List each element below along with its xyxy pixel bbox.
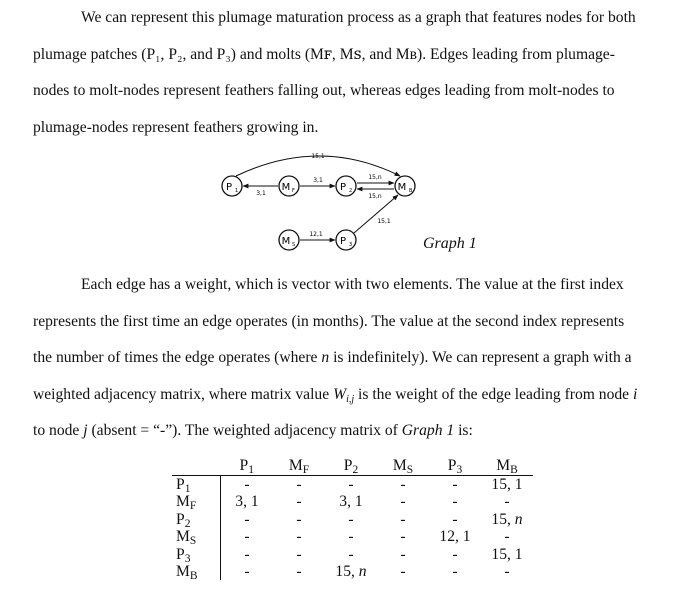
row-letter: P [176, 476, 185, 493]
matrix-cell: - [400, 493, 406, 511]
matrix-body [172, 476, 533, 581]
node-p3-letter: P [339, 236, 347, 247]
node-p2 [336, 176, 356, 196]
node-p2-letter: P [339, 182, 347, 193]
node-mf [279, 176, 299, 196]
node-p3 [336, 230, 356, 250]
node-mb-letter: M [397, 182, 407, 193]
matrix-corner [172, 456, 221, 476]
matrix-cell: - [452, 476, 458, 493]
matrix-cell: - [452, 545, 458, 563]
weights-line-1: Each edge has a weight, which is vector with two elements. The value at the first index [81, 276, 624, 293]
matrix-cell: - [504, 563, 510, 581]
matrix-cell: 3, 1 [235, 493, 259, 511]
matrix-cell: - [400, 563, 406, 581]
label-mf-p2: 3,1 [313, 177, 323, 184]
text: (absent = “-”). The weighted adjacency matrix of [87, 422, 402, 440]
matrix-cell: - [452, 510, 458, 528]
plumage-graph [210, 146, 440, 256]
italic-n: n [514, 510, 523, 528]
label-p3-mb: 15,1 [377, 218, 391, 225]
matrix-cell: 12, 1 [439, 528, 471, 546]
italic-n: n [321, 349, 330, 367]
matrix-col-header [221, 456, 274, 476]
matrix-row-header [172, 563, 221, 583]
matrix-cell: 3, 1 [339, 493, 363, 511]
matrix-row [172, 493, 533, 510]
row-letter: M [176, 493, 190, 511]
label-p2-mb: 15,n [368, 174, 382, 181]
row-sub: F [189, 500, 197, 513]
matrix-cell: 15, 1 [491, 545, 523, 563]
matrix-row-header [172, 493, 221, 513]
matrix-cell: - [244, 510, 250, 528]
matrix-cell: 15, n [335, 563, 367, 581]
matrix-row [172, 528, 533, 545]
intro-line-4: plumage-nodes represent feathers growing in. [33, 118, 319, 136]
matrix-cell: - [452, 493, 458, 511]
row-sub: 3 [184, 552, 191, 565]
label-ms-p3: 12,1 [309, 231, 323, 238]
weights-line-5 [33, 413, 655, 450]
node-mb [395, 176, 415, 196]
row-letter: M [176, 528, 190, 546]
matrix-cell: - [348, 510, 354, 528]
col-letter: P [239, 456, 249, 474]
italic-w: W [333, 385, 347, 403]
italic-i: i [633, 385, 638, 403]
matrix-cell: - [400, 545, 406, 563]
edge-p3-mb [354, 195, 398, 233]
row-sub: S [189, 535, 197, 548]
matrix-row-header [172, 528, 221, 548]
matrix-cell: - [452, 563, 458, 581]
label-p1-mb: 15,1 [311, 153, 325, 160]
subscript-ij: i,j [346, 393, 355, 405]
matrix-row-header [172, 511, 221, 528]
matrix-cell: - [400, 476, 406, 493]
matrix-col-header [273, 456, 325, 476]
text: to node [33, 422, 84, 440]
col-letter: M [288, 456, 303, 474]
row-sub: B [189, 570, 198, 583]
matrix-col-header [481, 456, 533, 476]
col-letter: P [343, 456, 353, 474]
row-letter: P [176, 510, 185, 528]
matrix-cell: - [296, 563, 302, 581]
col-sub: 1 [248, 463, 254, 476]
italic-n: n [358, 563, 367, 581]
weights-paragraph [33, 267, 655, 450]
row-letter: M [176, 563, 190, 581]
matrix-row [172, 511, 533, 528]
col-letter: M [496, 456, 511, 474]
row-sub: 2 [184, 517, 191, 530]
text: is the weight of the edge leading from node [354, 385, 634, 403]
node-ms [279, 230, 299, 250]
node-mb-sub: B [409, 188, 413, 194]
italic-graph-ref: Graph 1 [401, 422, 455, 440]
node-mf-sub: F [292, 188, 295, 194]
matrix-cell: - [400, 510, 406, 528]
graph-caption: Graph 1 [423, 235, 477, 252]
node-mf-letter: M [281, 182, 291, 193]
weights-line-4 [33, 377, 655, 414]
matrix-cell: - [244, 528, 250, 546]
matrix-cell: - [400, 528, 406, 546]
matrix-cell: - [348, 528, 354, 546]
col-letter: M [392, 456, 407, 474]
col-sub: S [406, 463, 414, 476]
node-p3-sub: 3 [349, 242, 353, 248]
matrix-row [172, 546, 533, 563]
matrix-cell: 15, n [491, 510, 523, 528]
col-sub: F [302, 463, 310, 476]
node-p1-sub: 1 [235, 188, 239, 194]
matrix-cell: - [504, 528, 510, 546]
node-ms-sub: S [292, 242, 296, 248]
matrix-cell: - [296, 545, 302, 563]
matrix-col-header [377, 456, 429, 476]
matrix-cell: - [296, 493, 302, 511]
intro-line-3: nodes to molt-nodes represent feathers falling out, whereas edges leading from molt-nodes to [33, 82, 615, 100]
node-p2-sub: 2 [349, 188, 353, 194]
intro-paragraph [33, 0, 655, 146]
row-letter: P [176, 545, 185, 563]
matrix-header-row [172, 456, 533, 476]
weights-line-3 [33, 340, 655, 377]
matrix-cell: - [244, 545, 250, 563]
intro-line-1: We can represent this plumage maturation process as a graph that features nodes for both [81, 9, 636, 26]
col-letter: P [447, 456, 457, 474]
italic-j: j [83, 422, 88, 440]
matrix-cell: - [348, 545, 354, 563]
intro-line-2: plumage patches (P₁, P₂, and P₃) and molts (Mꜰ, Mꜱ, and Mʙ). Edges leading from plumage- [33, 45, 615, 63]
node-p1-letter: P [225, 182, 233, 193]
label-mb-p2: 15,n [368, 193, 382, 200]
col-sub: 2 [352, 463, 359, 476]
matrix-row-header [172, 546, 221, 563]
node-p1 [222, 176, 242, 196]
matrix-cell: - [296, 528, 302, 546]
matrix-cell: - [296, 476, 302, 493]
matrix-cell: - [348, 476, 354, 493]
matrix-cell: - [296, 510, 302, 528]
text: is indefinitely). We can represent a graph with a [329, 349, 632, 367]
matrix-cell: - [504, 493, 510, 511]
matrix-cell: - [244, 476, 250, 493]
matrix-cell: 15, 1 [491, 476, 523, 493]
row-sub: 1 [184, 483, 191, 495]
label-mf-p1: 3,1 [256, 190, 266, 197]
text: is: [454, 422, 473, 440]
text: the number of times the edge operates (where [33, 349, 322, 367]
matrix-col-header [429, 456, 481, 476]
adjacency-matrix [172, 456, 533, 583]
matrix-row-header [172, 476, 221, 494]
matrix-cell: - [244, 563, 250, 581]
col-sub: B [510, 463, 518, 476]
matrix-row [172, 563, 533, 580]
text: weighted adjacency matrix, where matrix value [33, 385, 334, 403]
matrix-col-header [325, 456, 377, 476]
node-ms-letter: M [281, 236, 291, 247]
col-sub: 3 [456, 463, 463, 476]
weights-line-2: represents the first time an edge operates (in months). The value at the second index represents [33, 312, 625, 330]
matrix-row [172, 476, 533, 494]
